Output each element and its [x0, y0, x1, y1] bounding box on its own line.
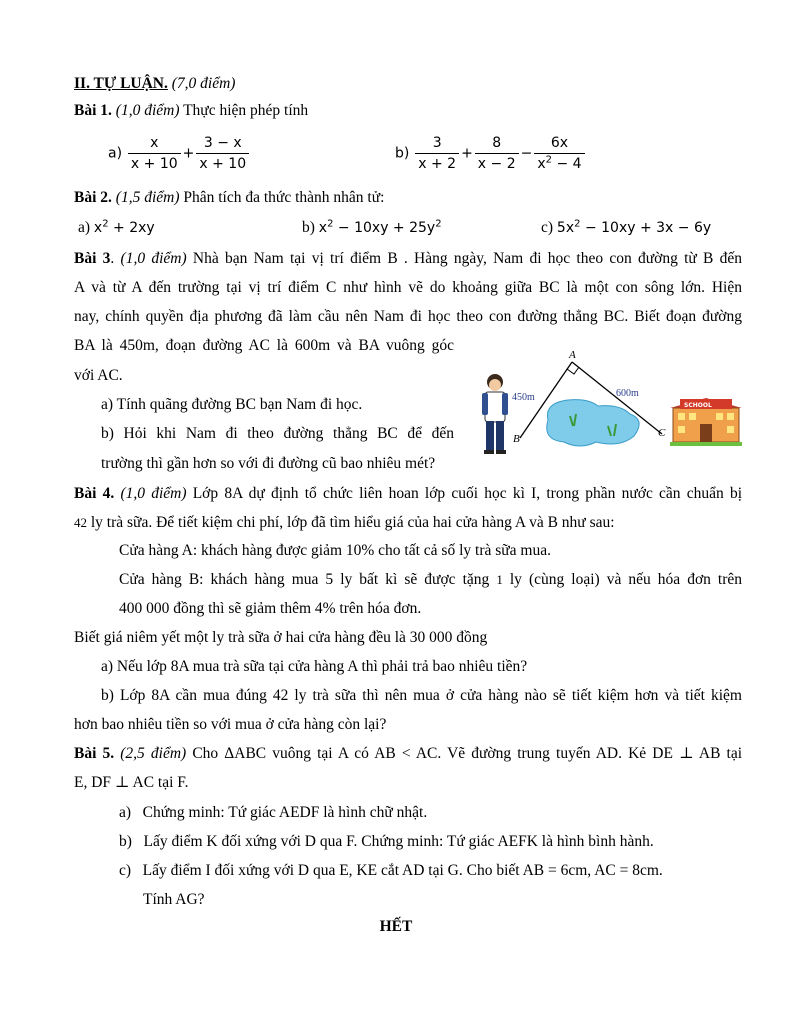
bai4-question-b-1: b) Lớp 8A cần mua đúng 42 ly trà sữa thì nên mua ở cửa hàng nào sẽ tiết kiệm hơn và tiết kiệm — [101, 687, 742, 704]
bai3-label: Bài 3 — [74, 250, 111, 267]
bai3-line-4: BA là 450m, đoạn đường AC là 600m và BA vuông góc — [74, 337, 454, 354]
fig-label-ba: 450m — [512, 392, 535, 403]
bai2-label: Bài 2. — [74, 189, 112, 206]
bai3-points: (1,0 điểm) — [120, 250, 187, 267]
bai2-text: Phân tích đa thức thành nhân tử: — [183, 189, 385, 206]
fraction-denominator: x + 10 — [196, 153, 249, 174]
bai5-label: Bài 5. — [74, 745, 115, 762]
bai1-expression-b — [395, 133, 587, 174]
bai5-question-b: b) Lấy điểm K đối xứng với D qua F. Chứng minh: Tứ giác AEFK là hình bình hành. — [119, 833, 654, 850]
bai3-line-2: A và từ A đến trường tại vị trí điểm C như hình vẽ do khoảng giữa BC là một con sông lớn. Hiện — [74, 279, 742, 296]
bai4-store-b-1: Cửa hàng B: khách hàng mua 5 ly bất kì sẽ được tặng 1 ly (cùng loại) và nếu hóa đơn trên — [119, 571, 743, 588]
operator: + — [182, 145, 195, 162]
bai2-points: (1,5 điểm) — [115, 189, 180, 206]
bai1-a-fraction-2 — [196, 133, 249, 174]
section-points: (7,0 điểm) — [171, 75, 236, 92]
fraction-denominator: x + 10 — [128, 153, 181, 174]
bai3-question-a: a) Tính quãng đường BC bạn Nam đi học. — [101, 396, 363, 413]
bai2-heading — [74, 188, 384, 208]
bai3-line-1: Bài 3. (1,0 điểm) Nhà bạn Nam tại vị trí điểm B . Hàng ngày, Nam đi học theo con đường từ B đến — [74, 250, 743, 267]
bai1-a-label: a) — [108, 145, 123, 162]
bai4-store-b-2: 400 000 đồng thì sẽ giảm thêm 4% trên hóa đơn. — [119, 600, 422, 617]
bai3-line-3: nay, chính quyền địa phương đã làm cầu nên Nam đi học theo con đường thẳng BC. Biết đoạn đường — [74, 308, 742, 325]
bai1-a-fraction-1 — [128, 133, 181, 174]
fraction-denominator: x − 2 — [475, 153, 519, 174]
bai1-heading — [74, 101, 308, 121]
bai1-b-fraction-2 — [475, 133, 519, 174]
fig-label-A: A — [569, 349, 576, 361]
bai3-figure — [470, 348, 742, 466]
bai1-b-fraction-3 — [534, 133, 584, 174]
bai1-points: (1,0 điểm) — [115, 102, 180, 119]
bai5-question-c-2: Tính AG? — [143, 891, 205, 908]
bai4-question-b-2: hơn bao nhiêu tiền so với mua ở cửa hàng còn lại? — [74, 716, 387, 733]
fraction-numerator: 6x — [550, 135, 569, 151]
bai5-question-c: c) Lấy điểm I đối xứng với D qua E, KE cắt AD tại G. Cho biết AB = 6cm, AC = 8cm. — [119, 862, 663, 879]
section-title: II. TỰ LUẬN. — [74, 75, 168, 92]
school-sign: SCHOOL — [684, 402, 712, 409]
bai4-line-1: Bài 4. (1,0 điểm) Lớp 8A dự định tổ chức liên hoan lớp cuối học kì I, trong phần nước cần chuẩn bị — [74, 485, 743, 502]
bai5-line-2: E, DF ⊥ AC tại F. — [74, 774, 189, 791]
bai4-label: Bài 4. — [74, 485, 115, 502]
fraction-numerator: 3 — [432, 135, 442, 151]
bai2-expression-c: c) $5x^2 - 10xy + 3x - 6y$ — [541, 218, 712, 236]
bai5-question-a: a) Chứng minh: Tứ giác AEDF là hình chữ nhật. — [119, 804, 428, 821]
bai1-b-label: b) — [395, 145, 410, 162]
fig-label-B: B — [513, 433, 520, 445]
fraction-denominator: $x^2 - 4$ — [534, 153, 584, 174]
bai4-question-a: a) Nếu lớp 8A mua trà sữa tại cửa hàng A thì phải trả bao nhiêu tiền? — [101, 658, 528, 675]
bai5-line-1: Bài 5. (2,5 điểm) Cho ΔABC vuông tại A có AB < AC. Vẽ đường trung tuyến AD. Kẻ DE ⊥ AB tại — [74, 745, 743, 762]
fig-label-ac: 600m — [616, 388, 639, 399]
bai4-points: (1,0 điểm) — [120, 485, 187, 502]
bai3-question-b-2: trường thì gần hơn so với đi đường cũ bao nhiêu mét? — [101, 455, 436, 472]
bai4-price: Biết giá niêm yết một ly trà sữa ở hai cửa hàng đều là 30 000 đồng — [74, 629, 488, 646]
bai1-b-fraction-1 — [415, 133, 459, 174]
student-icon — [482, 374, 508, 454]
bai1-label: Bài 1. — [74, 102, 112, 119]
fraction-numerator: x — [150, 135, 159, 151]
school-icon — [670, 398, 742, 446]
bai1-expression-a — [108, 133, 251, 174]
fraction-numerator: 8 — [492, 135, 502, 151]
bai2-expression-a: a) $x^2 + 2xy$ — [78, 218, 155, 236]
bai5-points: (2,5 điểm) — [120, 745, 187, 762]
pond-shape — [547, 400, 639, 446]
bai2-expression-b: b) $x^2 - 10xy + 25y^2$ — [302, 218, 442, 236]
section-heading — [74, 74, 235, 94]
operator: − — [520, 145, 533, 162]
bai3-question-b-1: b) Hỏi khi Nam đi theo đường thẳng BC để đến — [101, 425, 454, 442]
bai4-line-2: 42 ly trà sữa. Để tiết kiệm chi phí, lớp đã tìm hiểu giá của hai cửa hàng A và B như sau: — [74, 514, 615, 531]
bai1-text: Thực hiện phép tính — [183, 102, 309, 119]
bai4-store-a: Cửa hàng A: khách hàng được giảm 10% cho tất cả số ly trà sữa mua. — [119, 542, 551, 559]
fraction-numerator: 3 − x — [203, 135, 242, 151]
fraction-denominator: x + 2 — [415, 153, 459, 174]
bai3-line-5: với AC. — [74, 367, 123, 384]
end-marker: HẾT — [379, 918, 413, 935]
operator: + — [461, 145, 473, 162]
fig-label-C: C — [658, 427, 666, 439]
